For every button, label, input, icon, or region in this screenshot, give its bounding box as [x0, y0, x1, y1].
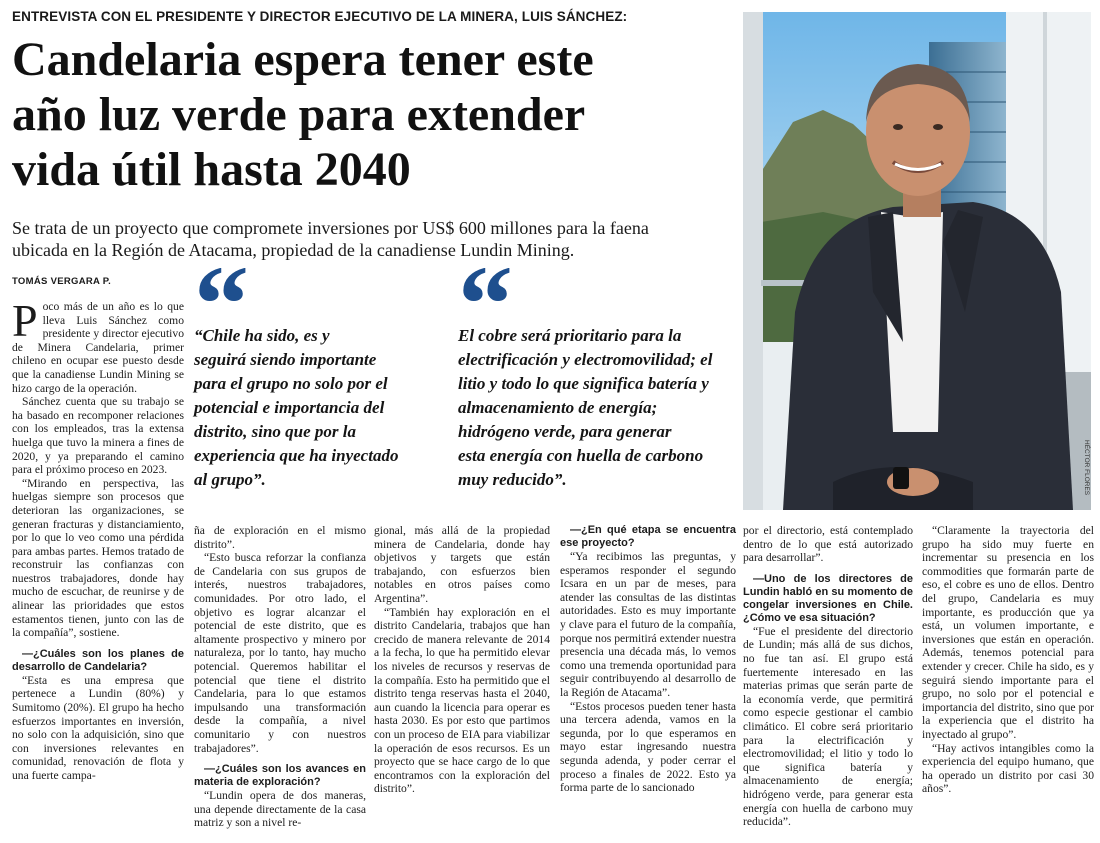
quote-line: seguirá siendo importante — [194, 350, 377, 369]
body-column-6 — [922, 524, 1094, 796]
quote-line: El cobre será prioritario para la — [458, 326, 682, 345]
quote-line: distrito, sino que por la — [194, 422, 357, 441]
article-deck — [12, 217, 742, 261]
article-kicker: ENTREVISTA CON EL PRESIDENTE Y DIRECTOR EJECUTIVO DE LA MINERA, LUIS SÁNCHEZ: — [12, 9, 628, 24]
deck-line: ubicada en la Región de Atacama, propiedad de la canadiense Lundin Mining. — [12, 240, 575, 260]
interview-question: —¿En qué etapa se encuentra ese proyecto? — [560, 524, 736, 549]
quote-line: esta energía con huella de carbono — [458, 446, 704, 465]
body-paragraph: ña de exploración en el mismo distrito”. — [194, 524, 366, 551]
headline-line: año luz verde para extender — [12, 88, 586, 141]
body-paragraph: “Hay activos intangibles como la experiencia del equipo humano, que ha operado un distrito por casi 30 años”. — [922, 741, 1094, 796]
intro-column — [12, 295, 184, 783]
body-paragraph: “Esta es una empresa que pertenece a Lundin (80%) y Sumitomo (20%). El grupo ha hecho esfuerzos importantes en inversión, no solo con la adquisición, sino que con inversiones relevantes en comunidad, renovación de flota y una fuerte campa- — [12, 673, 184, 782]
quote-line: litio y todo lo que significa batería y — [458, 374, 709, 393]
body-paragraph: “Lundin opera de dos maneras, una depende directamente de la casa matriz y son a nivel re- — [194, 789, 366, 830]
interview-question: —Uno de los directores de Lundin habló en su momento de congelar inversiones en Chile. ¿Cómo ve esa situación? — [743, 572, 913, 624]
body-paragraph: “También hay exploración en el distrito Candelaria, trabajos que han crecido de manera relevante de 2014 a la fecha, lo que ha permitido elevar los niveles de recursos y reservas de la compañía. Esto ha permitido que el distrito tenga reservas hasta el 2040, aun cuando la licencia para operar es hasta 2030. Es por esto que partimos con un proceso de EIA para viabilizar la operación de esos recursos. Es un proyecto que se hace cargo de lo que encontramos con la exploración del distrito”. — [374, 605, 550, 796]
deck-line: Se trata de un proyecto que compromete inversiones por US$ 600 millones para la faena — [12, 218, 649, 238]
pull-quote-text — [458, 324, 738, 492]
article-headline — [12, 32, 732, 197]
pull-quote-right — [458, 268, 738, 492]
body-paragraph: gional, más allá de la propiedad minera de Candelaria, donde hay objetivos y targets que están trabajando, con esfuerzos bien notables en otros países como Argentina”. — [374, 524, 550, 605]
body-column-2 — [194, 524, 366, 830]
quote-line: hidrógeno verde, para generar — [458, 422, 672, 441]
interview-question: —¿Cuáles son los avances en materia de exploración? — [194, 763, 366, 789]
quote-line: para el grupo no solo por el — [194, 374, 388, 393]
quote-line: al grupo”. — [194, 470, 266, 489]
body-column-3 — [374, 524, 550, 796]
quote-mark-icon — [458, 268, 738, 324]
byline: TOMÁS VERGARA P. — [12, 276, 112, 287]
quote-line: muy reducido”. — [458, 470, 567, 489]
portrait-photo — [743, 12, 1091, 510]
interview-question: —¿Cuáles son los planes de desarrollo de Candelaria? — [12, 647, 184, 673]
body-paragraph: “Esto busca reforzar la confianza de Candelaria con sus grupos de interés, nuestros trabajadores, comunidades. Por otro lado, el objetivo es lograr alcanzar el potencial de este distrito, que es altamente prospectivo y minero por naturaleza, por lo tanto, hay mucho potencial. Queremos habilitar el potencial que tiene el distrito Candelaria, para lo que estamos impulsando una transformación desde la compañía, a nivel comunitario y con nuestros trabajadores”. — [194, 551, 366, 755]
body-paragraph: “Estos procesos pueden tener hasta una tercera adenda, vamos en la segunda, por lo que esperamos en mayo estar ingresando nuestra segunda adenda, y poder cerrar el proceso a finales de 2022. Esto ya forma parte de lo sancionado — [560, 699, 736, 795]
body-paragraph: Sánchez cuenta que su trabajo se ha basado en recomponer relaciones con los empleados, tras la extensa huelga que tuvo la minera a fines de 2020, y ya preparando el camino para el próximo proceso en 2023. — [12, 395, 184, 477]
quote-line: experiencia que ha inyectado — [194, 446, 399, 465]
quote-line: “Chile ha sido, es y — [194, 326, 330, 345]
body-column-5 — [743, 524, 913, 829]
pull-quote-left — [194, 268, 444, 492]
headline-line: Candelaria espera tener este — [12, 33, 594, 86]
pull-quote-text — [194, 324, 444, 492]
body-paragraph: “Mirando en perspectiva, las huelgas siempre son procesos que deterioran las organizaciones, se generan fracturas y distanciamiento, por lo que lo veo como una pérdida para ambas partes. Hemos tratado de reconstruir las confianzas con nuestros trabajadores, donde hay mucho de escuchar, de reunirse y de alinear las prioridades que estos estamentos tienen, junto con las de la compañía”, sostiene. — [12, 476, 184, 640]
intro-text: oco más de un año es lo que lleva Luis Sánchez como presidente y director ejecutivo de Minera Candelaria, primer chileno en ocupar ese puesto desde que la canadiense Lundin Mining se hizo cargo de la operación. — [12, 300, 184, 395]
body-paragraph: “Fue el presidente del directorio de Lundin; más allá de sus dichos, no fue tan así. El grupo está fuertemente interesado en las materias primas que serán parte de la economía verde, que permitirá como especie gestionar el cambio climático. El cobre será prioritario para la electrificación y electromovilidad; el litio y todo lo que significa batería y almacenamiento de energía; hidrógeno verde, para generar esta energía con huella de carbono muy reducida”. — [743, 624, 913, 829]
quote-line: potencial e importancia del — [194, 398, 385, 417]
quote-line: almacenamiento de energía; — [458, 398, 658, 417]
body-paragraph: “Claramente la trayectoria del grupo ha sido muy fuerte en incrementar su presencia en los commodities que formarán parte de eso, el cobre es uno de ellos. Dentro del grupo, Candelaria es muy importante, es producción que ya está, un volumen importante, e inversiones que están en operación. Además, tenemos potencial para extender y crecer. Chile ha sido, es y seguirá siendo importante para el grupo, no solo por el potencial e importancia del distrito, sino que por la experiencia que el distrito ha inyectado al grupo”. — [922, 524, 1094, 741]
quote-mark-icon — [194, 268, 444, 324]
body-paragraph: por el directorio, está contemplado dentro de lo que está autorizado para desarrollar”. — [743, 524, 913, 565]
portrait-illustration — [743, 12, 1091, 510]
drop-cap: P — [12, 295, 38, 346]
intro-paragraph — [12, 295, 184, 395]
body-paragraph: “Ya recibimos las preguntas, y esperamos responder el segundo Icsara en un par de meses, para atender las consultas de las distintas autoridades. Esto es muy importante y clave para el futuro de la compañía, porque nos permitirá extender nuestra presencia una década más, lo vemos como una tremenda oportunidad para seguir contribuyendo al desarrollo de la Región de Atacama”. — [560, 550, 736, 699]
photo-credit: HÉCTOR FLORES — [1083, 440, 1090, 496]
body-column-4 — [560, 524, 736, 795]
headline-line: vida útil hasta 2040 — [12, 143, 411, 196]
quote-line: electrificación y electromovilidad; el — [458, 350, 713, 369]
